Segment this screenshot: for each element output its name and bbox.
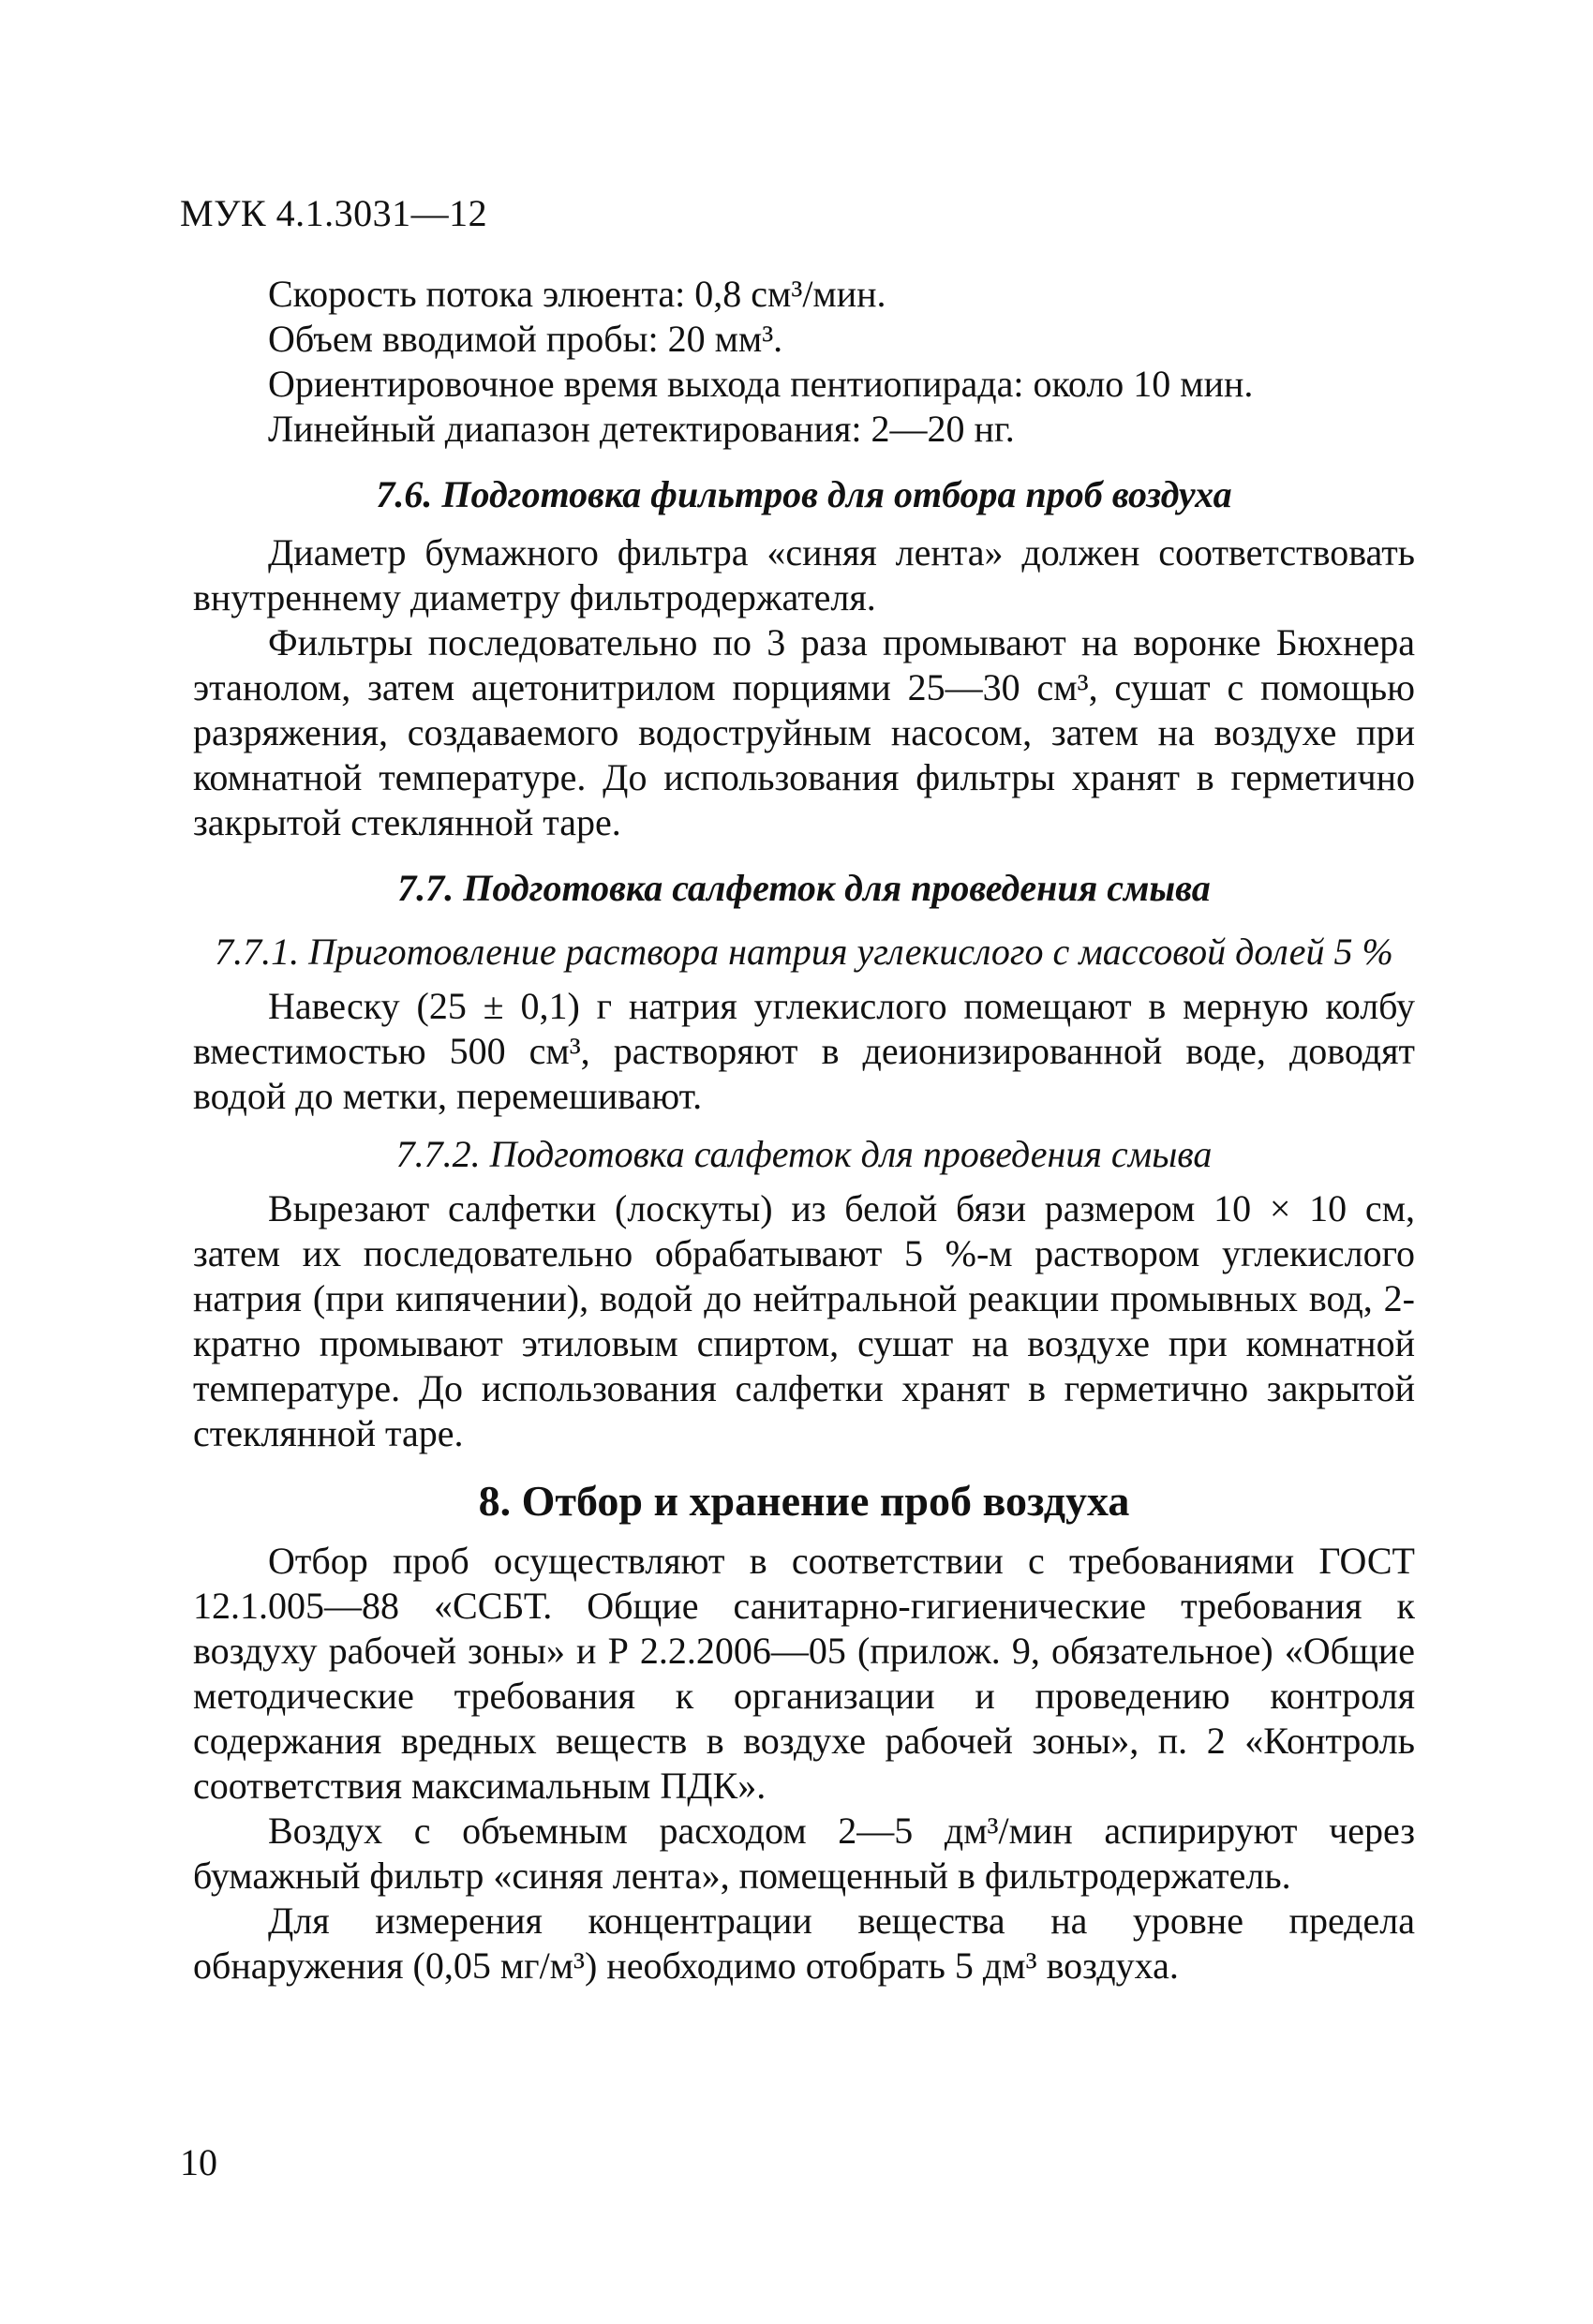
param-flow-rate: Скорость потока элюента: 0,8 см³/мин. [268,273,886,315]
param-retention-time: Ориентировочное время выхода пентиопирада: около 10 мин. [268,363,1254,405]
section-8-heading: 8. Отбор и хранение проб воздуха [478,1477,1130,1525]
section-7-6-paragraph-2: Фильтры последовательно по 3 раза промывают на воронке Бюхнера этанолом, затем ацетонитрилом порциями 25—30 см³, сушат с помощью разряжения, создаваемого водоструйным насосом, затем на воздухе при комнатной температуре. До использования фильтры хранят в герметично закрытой стеклянной таре. [193,621,1415,843]
section-7-7-1-heading: 7.7.1. Приготовление раствора натрия углекислого с массовой долей 5 % [215,931,1393,973]
section-7-6-paragraph-1: Диаметр бумажного фильтра «синяя лента» должен соответствовать внутреннему диаметру фильтродержателя. [193,531,1415,618]
param-sample-volume: Объем вводимой пробы: 20 мм³. [268,318,783,360]
section-7-7-2-paragraph: Вырезают салфетки (лоскуты) из белой бязи размером 10 × 10 см, затем их последовательно обрабатывают 5 %-м раствором углекислого натрия (при кипячении), водой до нейтральной реакции промывных вод, 2-кратно промывают этиловым спиртом, сушат на воздухе при комнатной температуре. До использования салфетки хранят в герметично закрытой стеклянной таре. [193,1187,1415,1454]
section-7-7-heading: 7.7. Подготовка салфеток для проведения смыва [397,867,1211,909]
section-7-7-2-heading: 7.7.2. Подготовка салфеток для проведения смыва [395,1133,1213,1175]
section-8-paragraph-2: Воздух с объемным расходом 2—5 дм³/мин аспирируют через бумажный фильтр «синяя лента», помещенный в фильтродержатель. [193,1810,1415,1897]
document-code: МУК 4.1.3031—12 [180,192,488,234]
section-7-7-1-paragraph: Навеску (25 ± 0,1) г натрия углекислого помещают в мерную колбу вместимостью 500 см³, растворяют в деионизированной воде, доводят водой до метки, перемешивают. [193,985,1415,1117]
page-number: 10 [180,2141,217,2183]
section-7-6-heading: 7.6. Подготовка фильтров для отбора проб воздуха [376,473,1232,515]
page-body [193,272,1415,1989]
param-linear-range: Линейный диапазон детектирования: 2—20 нг. [268,408,1015,450]
section-8-paragraph-3: Для измерения концентрации вещества на уровне предела обнаружения (0,05 мг/м³) необходимо отобрать 5 дм³ воздуха. [193,1899,1415,1987]
section-8-paragraph-1: Отбор проб осуществляют в соответствии с требованиями ГОСТ 12.1.005—88 «ССБТ. Общие санитарно-гигиенические требования к воздуху рабочей зоны» и Р 2.2.2006—05 (прилож. 9, обязательное) «Общие методические требования к организации и проведению контроля содержания вредных веществ в воздухе рабочей зоны», п. 2 «Контроль соответствия максимальным ПДК». [193,1540,1415,1807]
